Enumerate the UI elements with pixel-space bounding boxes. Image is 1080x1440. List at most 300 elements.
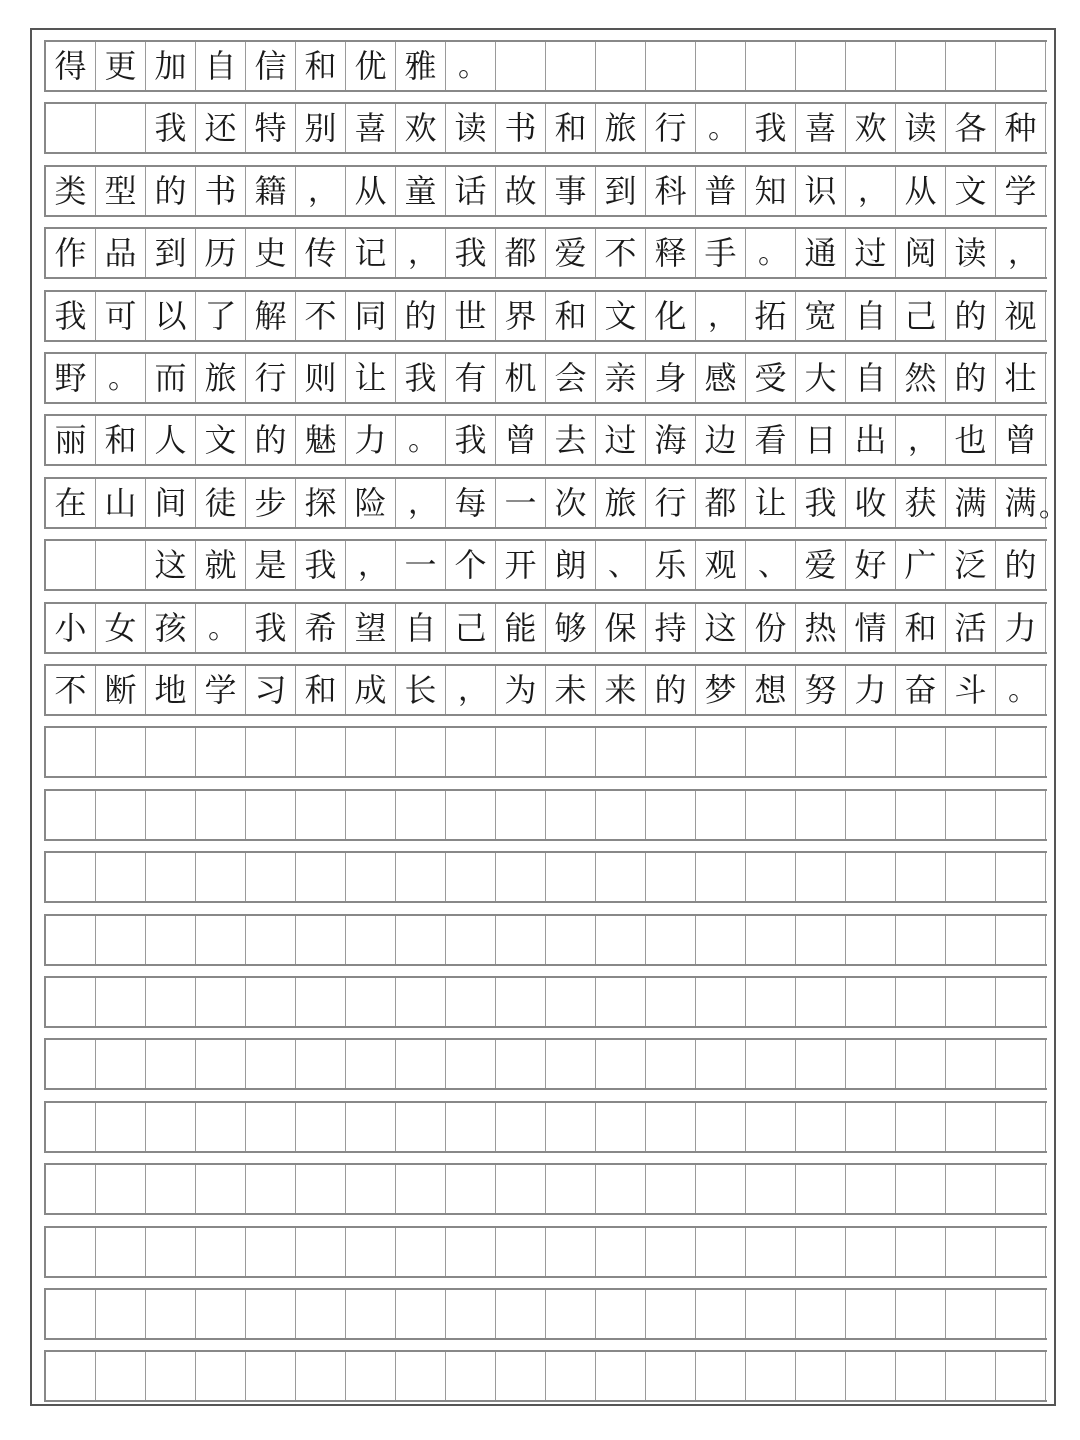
grid-cell: 型 <box>96 167 146 215</box>
grid-cell <box>546 728 596 776</box>
grid-cell <box>96 791 146 839</box>
grid-cell <box>596 1165 646 1213</box>
grid-cell: 籍 <box>246 167 296 215</box>
grid-cell <box>596 916 646 964</box>
grid-cell: 。 <box>196 604 246 652</box>
grid-cell <box>46 978 96 1026</box>
grid-cell <box>496 853 546 901</box>
grid-cell <box>246 728 296 776</box>
grid-cell <box>396 1165 446 1213</box>
grid-cell: 获 <box>896 479 946 527</box>
grid-cell: 雅 <box>396 42 446 90</box>
grid-cell: 。 <box>746 229 796 277</box>
grid-cell: 有 <box>446 354 496 402</box>
grid-cell: 和 <box>896 604 946 652</box>
grid-cell: 梦 <box>696 666 746 714</box>
grid-cell <box>246 978 296 1026</box>
grid-row <box>44 165 1047 217</box>
grid-cell <box>146 1103 196 1151</box>
grid-cell <box>646 1352 696 1400</box>
grid-cell <box>746 42 796 90</box>
grid-cell <box>996 853 1046 901</box>
grid-cell <box>796 1290 846 1338</box>
grid-cell <box>246 1040 296 1088</box>
grid-cell: 过 <box>846 229 896 277</box>
grid-cell <box>196 978 246 1026</box>
grid-cell <box>346 1352 396 1400</box>
grid-cell <box>446 1290 496 1338</box>
grid-cell: 记 <box>346 229 396 277</box>
grid-cell <box>146 978 196 1026</box>
grid-cell <box>96 1228 146 1276</box>
grid-cell: 的 <box>946 292 996 340</box>
grid-cell <box>296 1103 346 1151</box>
grid-cell: 各 <box>946 104 996 152</box>
grid-cell <box>846 853 896 901</box>
grid-cell <box>996 1103 1046 1151</box>
grid-cell: 看 <box>746 416 796 464</box>
grid-cell <box>46 1103 96 1151</box>
grid-cell: 会 <box>546 354 596 402</box>
grid-cell <box>746 791 796 839</box>
grid-cell <box>196 1352 246 1400</box>
grid-cell <box>396 916 446 964</box>
grid-cell <box>246 1165 296 1213</box>
grid-cell <box>46 1352 96 1400</box>
grid-cell: 读 <box>896 104 946 152</box>
grid-cell: 事 <box>546 167 596 215</box>
grid-cell: 自 <box>396 604 446 652</box>
grid-cell <box>146 1165 196 1213</box>
grid-cell: 己 <box>446 604 496 652</box>
grid-cell: ， <box>396 229 446 277</box>
grid-cell: 身 <box>646 354 696 402</box>
grid-row <box>44 1288 1047 1340</box>
grid-cell: 和 <box>296 666 346 714</box>
grid-cell: 够 <box>546 604 596 652</box>
grid-cell: 我 <box>796 479 846 527</box>
grid-cell <box>796 728 846 776</box>
grid-cell: 文 <box>946 167 996 215</box>
grid-row <box>44 1101 1047 1153</box>
grid-cell <box>896 1040 946 1088</box>
grid-cell <box>846 1165 896 1213</box>
grid-cell: 阅 <box>896 229 946 277</box>
grid-cell <box>96 104 146 152</box>
grid-cell: 行 <box>646 479 696 527</box>
grid-cell <box>596 1228 646 1276</box>
grid-cell: 让 <box>746 479 796 527</box>
grid-cell <box>196 1290 246 1338</box>
grid-cell <box>496 1165 546 1213</box>
grid-cell <box>696 1228 746 1276</box>
grid-cell: 欢 <box>396 104 446 152</box>
grid-row <box>44 477 1067 529</box>
grid-cell: 我 <box>396 354 446 402</box>
grid-row <box>44 1350 1047 1402</box>
grid-cell <box>646 1103 696 1151</box>
grid-cell: 观 <box>696 541 746 589</box>
grid-cell: 可 <box>96 292 146 340</box>
grid-row <box>44 976 1047 1028</box>
grid-cell <box>446 978 496 1026</box>
grid-cell: 去 <box>546 416 596 464</box>
grid-cell: 以 <box>146 292 196 340</box>
grid-cell <box>846 791 896 839</box>
grid-cell: 了 <box>196 292 246 340</box>
grid-cell <box>596 1040 646 1088</box>
grid-cell: 种 <box>996 104 1046 152</box>
grid-cell <box>346 728 396 776</box>
grid-cell <box>796 1352 846 1400</box>
grid-cell: 宽 <box>796 292 846 340</box>
grid-cell <box>346 1228 396 1276</box>
grid-cell <box>396 978 446 1026</box>
grid-cell: 持 <box>646 604 696 652</box>
grid-cell <box>196 853 246 901</box>
grid-cell: 野 <box>46 354 96 402</box>
grid-cell <box>696 791 746 839</box>
grid-cell <box>796 1165 846 1213</box>
grid-cell: 到 <box>146 229 196 277</box>
grid-cell: 满 <box>946 479 996 527</box>
grid-cell <box>46 853 96 901</box>
grid-cell <box>246 1290 296 1338</box>
grid-cell <box>96 978 146 1026</box>
grid-cell <box>496 1040 546 1088</box>
grid-cell: 我 <box>446 229 496 277</box>
grid-cell <box>346 791 396 839</box>
grid-row <box>44 414 1047 466</box>
grid-cell <box>996 1228 1046 1276</box>
grid-cell: 我 <box>446 416 496 464</box>
grid-cell <box>346 1040 396 1088</box>
grid-cell: 曾 <box>496 416 546 464</box>
grid-cell: 在 <box>46 479 96 527</box>
grid-cell: 我 <box>746 104 796 152</box>
grid-cell <box>946 791 996 839</box>
grid-cell <box>946 1103 996 1151</box>
grid-cell: 到 <box>596 167 646 215</box>
grid-cell <box>96 1352 146 1400</box>
grid-cell: 为 <box>496 666 546 714</box>
grid-cell: 行 <box>646 104 696 152</box>
grid-cell <box>296 791 346 839</box>
grid-cell <box>746 1165 796 1213</box>
grid-cell <box>796 1103 846 1151</box>
grid-cell <box>596 853 646 901</box>
grid-cell: 、 <box>596 541 646 589</box>
grid-cell: 和 <box>96 416 146 464</box>
grid-cell: 优 <box>346 42 396 90</box>
grid-cell <box>746 916 796 964</box>
grid-cell: 长 <box>396 666 446 714</box>
grid-cell: 化 <box>646 292 696 340</box>
grid-cell <box>946 853 996 901</box>
grid-cell <box>996 978 1046 1026</box>
grid-cell: 海 <box>646 416 696 464</box>
grid-cell: 文 <box>196 416 246 464</box>
grid-cell: 作 <box>46 229 96 277</box>
grid-cell <box>696 1103 746 1151</box>
grid-cell: 每 <box>446 479 496 527</box>
grid-cell <box>446 1165 496 1213</box>
grid-cell: 手 <box>696 229 746 277</box>
grid-cell <box>446 791 496 839</box>
grid-cell: 乐 <box>646 541 696 589</box>
grid-cell <box>446 853 496 901</box>
grid-row <box>44 102 1047 154</box>
grid-cell <box>46 1290 96 1338</box>
grid-cell <box>496 728 546 776</box>
grid-cell <box>546 853 596 901</box>
grid-cell <box>646 978 696 1026</box>
grid-cell <box>996 1040 1046 1088</box>
grid-cell: 释 <box>646 229 696 277</box>
grid-cell <box>646 1228 696 1276</box>
grid-cell <box>546 1103 596 1151</box>
grid-cell: ， <box>696 292 746 340</box>
grid-cell <box>196 1228 246 1276</box>
grid-cell <box>296 1290 346 1338</box>
grid-cell: 。 <box>396 416 446 464</box>
grid-cell <box>596 42 646 90</box>
grid-row <box>44 1163 1047 1215</box>
grid-cell <box>696 853 746 901</box>
grid-cell: 活 <box>946 604 996 652</box>
grid-cell <box>746 1290 796 1338</box>
grid-cell <box>396 1040 446 1088</box>
grid-cell: 自 <box>196 42 246 90</box>
grid-cell: 从 <box>346 167 396 215</box>
grid-cell: 旅 <box>596 104 646 152</box>
grid-row <box>44 1226 1047 1278</box>
grid-cell <box>696 1290 746 1338</box>
grid-cell <box>446 1352 496 1400</box>
grid-cell: 丽 <box>46 416 96 464</box>
grid-cell <box>946 1352 996 1400</box>
grid-cell: 我 <box>296 541 346 589</box>
grid-cell <box>746 1228 796 1276</box>
grid-cell <box>146 1040 196 1088</box>
grid-cell <box>246 853 296 901</box>
grid-cell: 一 <box>496 479 546 527</box>
grid-cell: 欢 <box>846 104 896 152</box>
grid-cell <box>546 978 596 1026</box>
grid-cell <box>146 1352 196 1400</box>
grid-cell <box>496 1290 546 1338</box>
grid-cell <box>646 1040 696 1088</box>
grid-cell <box>296 978 346 1026</box>
grid-cell: 别 <box>296 104 346 152</box>
grid-cell <box>296 1165 346 1213</box>
grid-cell: 步 <box>246 479 296 527</box>
grid-cell: 努 <box>796 666 846 714</box>
grid-cell <box>46 791 96 839</box>
grid-cell: 未 <box>546 666 596 714</box>
grid-cell <box>196 791 246 839</box>
grid-cell: 和 <box>546 292 596 340</box>
grid-cell: 我 <box>246 604 296 652</box>
grid-cell: 奋 <box>896 666 946 714</box>
grid-cell: ， <box>396 479 446 527</box>
grid-cell <box>896 42 946 90</box>
grid-cell: ， <box>896 416 946 464</box>
grid-cell <box>196 1040 246 1088</box>
grid-cell <box>796 42 846 90</box>
grid-cell <box>496 42 546 90</box>
grid-cell <box>846 1352 896 1400</box>
grid-cell <box>996 1165 1046 1213</box>
grid-cell <box>896 1352 946 1400</box>
grid-cell: 书 <box>196 167 246 215</box>
grid-cell: 人 <box>146 416 196 464</box>
grid-cell <box>246 791 296 839</box>
grid-cell <box>446 1228 496 1276</box>
grid-cell: 的 <box>246 416 296 464</box>
grid-cell <box>896 1103 946 1151</box>
grid-cell: 加 <box>146 42 196 90</box>
grid-row <box>44 352 1047 404</box>
grid-cell <box>596 728 646 776</box>
grid-cell: 也 <box>946 416 996 464</box>
grid-cell: 机 <box>496 354 546 402</box>
grid-cell <box>446 1040 496 1088</box>
grid-cell <box>596 1352 646 1400</box>
grid-cell: 广 <box>896 541 946 589</box>
grid-cell: 好 <box>846 541 896 589</box>
grid-cell <box>446 1103 496 1151</box>
grid-cell: 保 <box>596 604 646 652</box>
grid-cell: 份 <box>746 604 796 652</box>
grid-cell <box>996 42 1046 90</box>
grid-row <box>44 1038 1047 1090</box>
grid-cell <box>546 1165 596 1213</box>
grid-cell: 话 <box>446 167 496 215</box>
grid-cell: 这 <box>696 604 746 652</box>
grid-cell <box>246 1103 296 1151</box>
grid-cell: 不 <box>296 292 346 340</box>
grid-cell <box>96 728 146 776</box>
grid-cell <box>796 978 846 1026</box>
grid-cell: 希 <box>296 604 346 652</box>
grid-cell: 来 <box>596 666 646 714</box>
grid-cell: ， <box>996 229 1046 277</box>
grid-cell: 这 <box>146 541 196 589</box>
grid-cell: 喜 <box>796 104 846 152</box>
grid-cell <box>646 1165 696 1213</box>
grid-cell <box>646 916 696 964</box>
grid-cell <box>46 541 96 589</box>
grid-cell: ， <box>446 666 496 714</box>
grid-cell <box>96 1165 146 1213</box>
grid-cell: 的 <box>946 354 996 402</box>
grid-cell <box>946 728 996 776</box>
grid-cell <box>946 42 996 90</box>
grid-cell: 喜 <box>346 104 396 152</box>
grid-cell: 习 <box>246 666 296 714</box>
grid-row <box>44 726 1047 778</box>
grid-cell: 解 <box>246 292 296 340</box>
grid-cell: 故 <box>496 167 546 215</box>
grid-cell <box>596 978 646 1026</box>
grid-cell <box>246 1352 296 1400</box>
grid-cell <box>346 1165 396 1213</box>
grid-cell <box>896 978 946 1026</box>
grid-cell <box>896 916 946 964</box>
grid-cell <box>496 978 546 1026</box>
grid-cell <box>396 791 446 839</box>
grid-cell <box>396 1290 446 1338</box>
grid-cell <box>696 42 746 90</box>
grid-cell <box>46 1228 96 1276</box>
grid-cell <box>96 1103 146 1151</box>
grid-cell: 科 <box>646 167 696 215</box>
grid-cell <box>896 1165 946 1213</box>
grid-cell <box>46 104 96 152</box>
grid-cell <box>446 916 496 964</box>
grid-cell <box>146 853 196 901</box>
grid-cell: 的 <box>646 666 696 714</box>
grid-row <box>44 602 1047 654</box>
grid-cell: 探 <box>296 479 346 527</box>
grid-cell <box>296 1228 346 1276</box>
grid-cell: 和 <box>296 42 346 90</box>
grid-cell <box>896 1290 946 1338</box>
grid-cell <box>46 916 96 964</box>
grid-cell <box>796 1040 846 1088</box>
grid-cell: 旅 <box>196 354 246 402</box>
grid-cell <box>546 1352 596 1400</box>
grid-cell: 特 <box>246 104 296 152</box>
grid-cell: 。 <box>96 354 146 402</box>
grid-cell: 拓 <box>746 292 796 340</box>
grid-cell: 曾 <box>996 416 1046 464</box>
grid-cell <box>246 916 296 964</box>
grid-cell: 读 <box>946 229 996 277</box>
grid-cell: 泛 <box>946 541 996 589</box>
grid-cell <box>696 1352 746 1400</box>
grid-cell <box>996 791 1046 839</box>
grid-cell: 从 <box>896 167 946 215</box>
grid-cell: 就 <box>196 541 246 589</box>
grid-cell: 过 <box>596 416 646 464</box>
grid-cell: 不 <box>46 666 96 714</box>
grid-cell: 类 <box>46 167 96 215</box>
composition-sheet <box>30 28 1067 1406</box>
grid-cell <box>246 1228 296 1276</box>
grid-cell <box>796 1228 846 1276</box>
grid-cell: 而 <box>146 354 196 402</box>
grid-cell <box>946 978 996 1026</box>
grid-cell: 更 <box>96 42 146 90</box>
grid-cell: 力 <box>996 604 1046 652</box>
grid-cell: 史 <box>246 229 296 277</box>
grid-cell: 险 <box>346 479 396 527</box>
grid-cell: 受 <box>746 354 796 402</box>
grid-cell <box>196 728 246 776</box>
grid-cell: 历 <box>196 229 246 277</box>
grid-cell <box>196 916 246 964</box>
grid-cell: 我 <box>46 292 96 340</box>
grid-cell <box>596 791 646 839</box>
grid-cell <box>946 1165 996 1213</box>
grid-row <box>44 789 1047 841</box>
grid-cell: 知 <box>746 167 796 215</box>
grid-cell: 同 <box>346 292 396 340</box>
grid-cell <box>46 1165 96 1213</box>
grid-cell <box>846 42 896 90</box>
